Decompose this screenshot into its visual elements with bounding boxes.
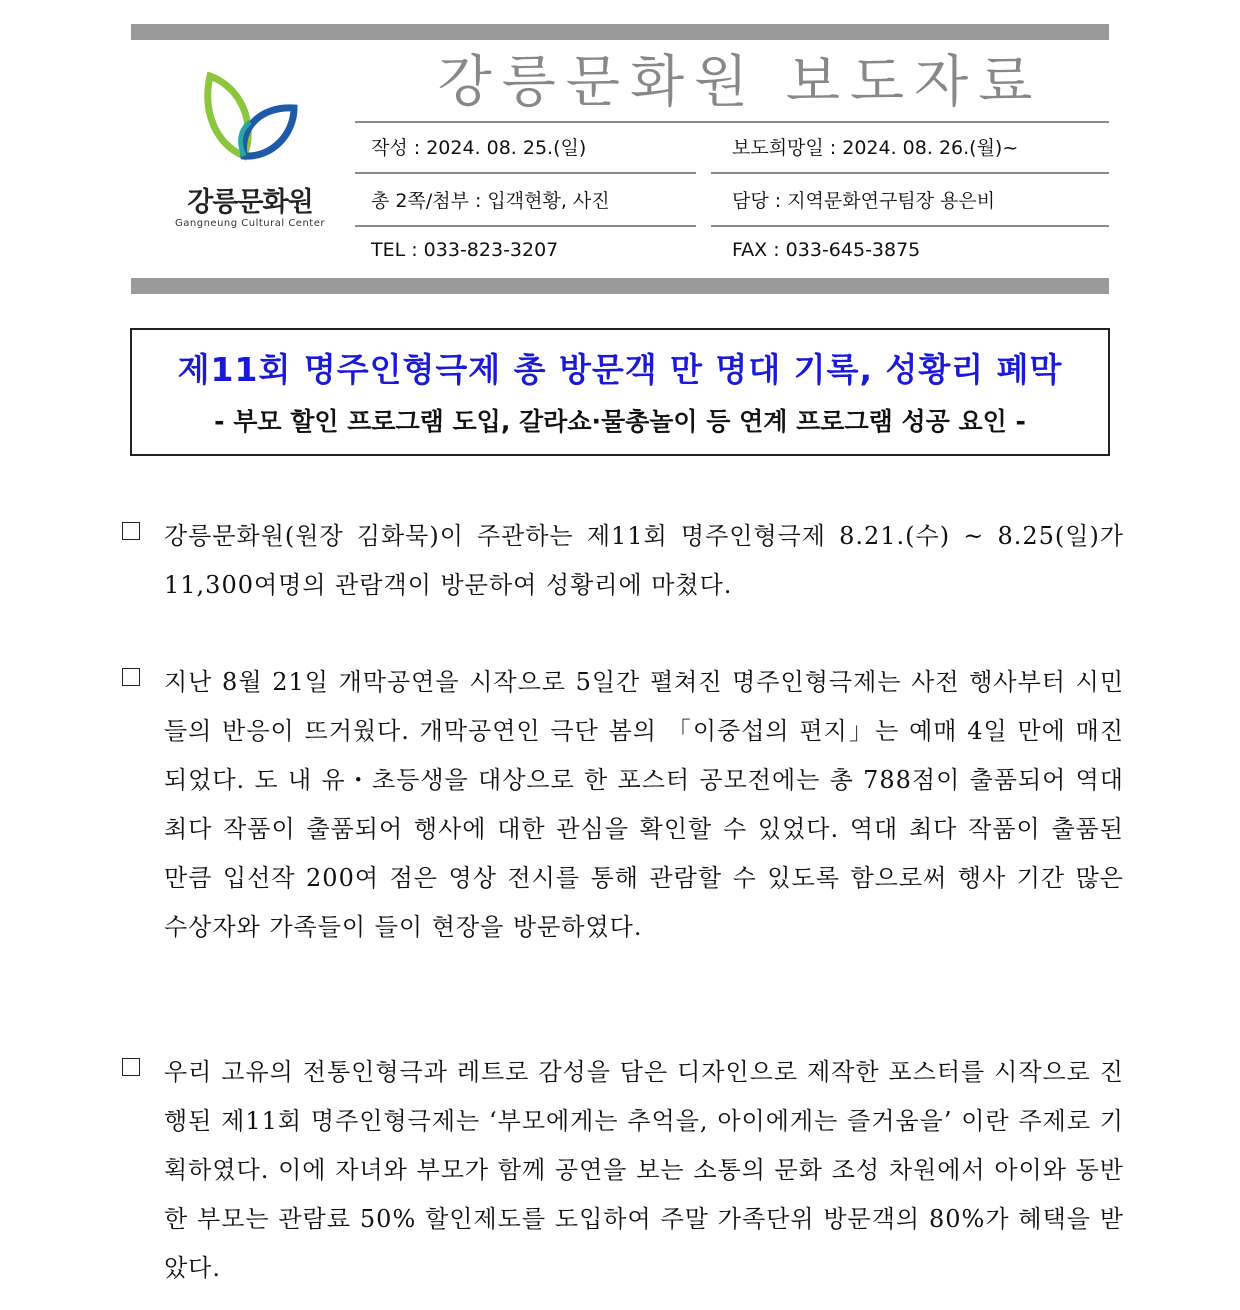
logo-name-ko: 강릉문화원 <box>187 187 313 218</box>
written-date: 작성 : 2024. 08. 25.(일) <box>371 137 587 159</box>
checkbox-bullet-icon <box>122 1058 140 1076</box>
paragraph-2 <box>118 658 1124 952</box>
checkbox-bullet-icon <box>122 522 140 540</box>
paragraph-3 <box>118 1048 1124 1293</box>
info-divider-right-2 <box>711 225 1109 227</box>
info-divider-top <box>355 121 1109 123</box>
info-divider-right-1 <box>711 172 1109 174</box>
paragraph-1 <box>118 512 1124 610</box>
info-divider-left-2 <box>355 225 696 227</box>
checkbox-bullet-icon <box>122 668 140 686</box>
paragraph-text: 지난 8월 21일 개막공연을 시작으로 5일간 펼쳐진 명주인형극제는 사전 행사부터 시민들의 반응이 뜨거웠다. 개막공연인 극단 봄의 「이중섭의 편지」는 예매 4일 만에 매진되었다. 도 내 유・초등생을 대상으로 한 포스터 공모전에는 총 788점이 출품되어 역대 최다 작품이 출품되어 행사에 대한 관심을 확인할 수 있었다. 역대 최다 작품이 출품된 만큼 입선작 200여 점은 영상 전시를 통해 관람할 수 있도록 함으로써 행사 기간 많은 수상자와 가족들이 들이 현장을 방문하였다. <box>164 668 1124 941</box>
leaf-logo-icon <box>200 72 300 172</box>
contact-person: 담당 : 지역문화연구팀장 용은비 <box>732 190 996 212</box>
document-title: 강릉문화원 보도자료 <box>437 50 1043 115</box>
paragraph-text: 강릉문화원(원장 김화묵)이 주관하는 제11회 명주인형극제 8.21.(수) ~ 8.25(일)가 11,300여명의 관람객이 방문하여 성황리에 마쳤다. <box>164 522 1124 599</box>
paragraph-text: 우리 고유의 전통인형극과 레트로 감성을 담은 디자인으로 제작한 포스터를 시작으로 진행된 제11회 명주인형극제는 ‘부모에게는 추억을, 아이에게는 즐거움을’ 이란 주제로 기획하였다. 이에 자녀와 부모가 함께 공연을 보는 소통의 문화 조성 차원에서 아이와 동반한 부모는 관람료 50% 할인제도를 도입하여 주말 가족단위 방문객의 80%가 혜택을 받았다. <box>164 1058 1124 1282</box>
telephone: TEL : 033-823-3207 <box>371 239 559 261</box>
headline-title: 제11회 명주인형극제 총 방문객 만 명대 기록, 성황리 폐막 <box>177 350 1063 389</box>
info-divider-left-1 <box>355 172 696 174</box>
logo-name-en: Gangneung Cultural Center <box>175 218 325 229</box>
logo <box>160 72 340 242</box>
headline-box <box>130 328 1110 456</box>
page-count: 총 2쪽/첨부 : 입객현황, 사진 <box>371 190 610 212</box>
headline-subtitle: - 부모 할인 프로그램 도입, 갈라쇼·물총놀이 등 연계 프로그램 성공 요인 - <box>214 407 1026 436</box>
header-bottom-bar <box>131 278 1109 294</box>
fax: FAX : 033-645-3875 <box>732 239 921 261</box>
release-date: 보도희망일 : 2024. 08. 26.(월)~ <box>732 137 1019 159</box>
